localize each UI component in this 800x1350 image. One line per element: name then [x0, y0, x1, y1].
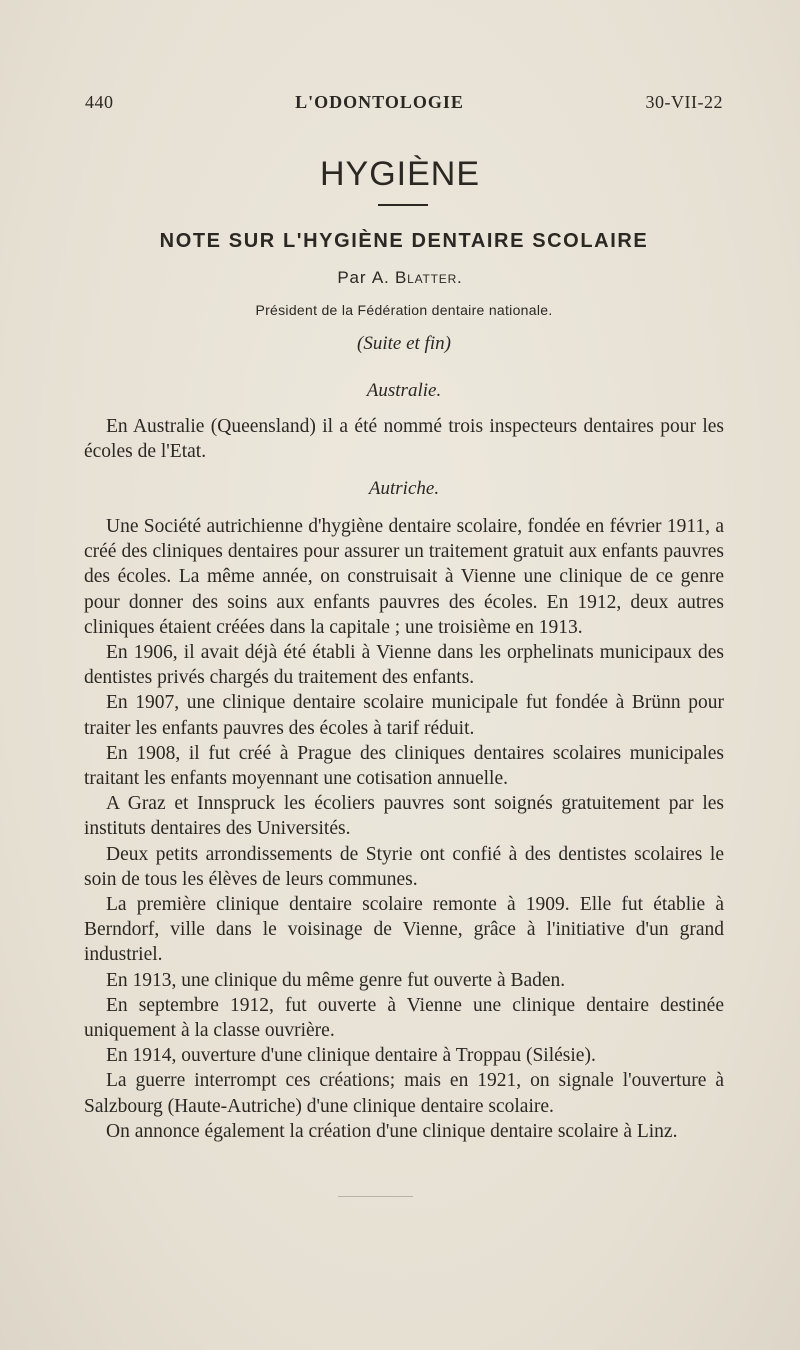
title-rule	[378, 204, 428, 206]
continuation-note: (Suite et fin)	[357, 333, 451, 354]
byline-prefix: Par	[337, 268, 367, 287]
page-number: 440	[85, 92, 114, 112]
paragraph: La guerre interrompt ces créations; mais en 1921, on signale l'ouverture à Salzbourg (Haute-Autriche) d'une clinique dentaire scolaire.	[84, 1070, 724, 1117]
paragraph: On annonce également la création d'une clinique dentaire scolaire à Linz.	[106, 1120, 678, 1142]
article-title: NOTE SUR L'HYGIÈNE DENTAIRE SCOLAIRE	[159, 230, 649, 252]
paragraph: Deux petits arrondissements de Styrie ont confié à des dentistes scolaires le soin de tous les élèves de leurs communes.	[84, 843, 724, 890]
journal-title: L'ODONTOLOGIE	[295, 92, 464, 112]
austria-body	[84, 514, 724, 1144]
paragraph: En 1914, ouverture d'une clinique dentaire à Troppau (Silésie).	[106, 1045, 596, 1067]
paragraph: A Graz et Innspruck les écoliers pauvres sont soignés gratuitement par les instituts dentaires des Universités.	[84, 793, 724, 840]
australia-body	[84, 414, 724, 464]
paragraph: En 1908, il fut créé à Prague des cliniques dentaires scolaires municipales traitant les enfants moyennant une cotisation annuelle.	[84, 742, 724, 790]
paragraph: Une Société autrichienne d'hygiène dentaire scolaire, fondée en février 1911, a créé des cliniques dentaires pour assurer un traitement gratuit aux enfants pauvres des écoles. La même année, on construisait à Vienne une clinique de ce genre pour donner des soins aux enfants pauvres des écoles. En 1912, deux autres cliniques étaient créées dans la capitale ; une troisième en 1913.	[84, 516, 724, 638]
section-heading-australia: Australie.	[366, 380, 442, 401]
paragraph: La première clinique dentaire scolaire remonte à 1909. Elle fut établie à Berndorf, ville dans le voisinage de Vienne, grâce à l'initiative d'un grand industriel.	[84, 894, 724, 966]
issue-date: 30-VII-22	[645, 92, 723, 112]
paragraph: En 1906, il avait déjà été établi à Vienne dans les orphelinats municipaux des dentistes privés chargés du traitement des enfants.	[84, 642, 724, 689]
section-heading-austria: Autriche.	[368, 478, 440, 499]
byline	[0, 268, 800, 288]
end-rule	[338, 1196, 413, 1197]
section-title: HYGIÈNE	[319, 155, 481, 193]
author-affiliation: Président de la Fédération dentaire nationale.	[255, 302, 553, 318]
paragraph: En Australie (Queensland) il a été nommé trois inspecteurs dentaires pour les écoles de l'Etat.	[84, 416, 724, 463]
paragraph: En 1913, une clinique du même genre fut ouverte à Baden.	[106, 969, 566, 991]
running-header	[85, 92, 723, 113]
paragraph: En septembre 1912, fut ouverte à Vienne une clinique dentaire destinée uniquement à la classe ouvrière.	[84, 994, 724, 1042]
paragraph: En 1907, une clinique dentaire scolaire municipale fut fondée à Brünn pour traiter les enfants pauvres des écoles à tarif réduit.	[84, 692, 724, 739]
author-name: A. Blatter.	[371, 268, 463, 287]
